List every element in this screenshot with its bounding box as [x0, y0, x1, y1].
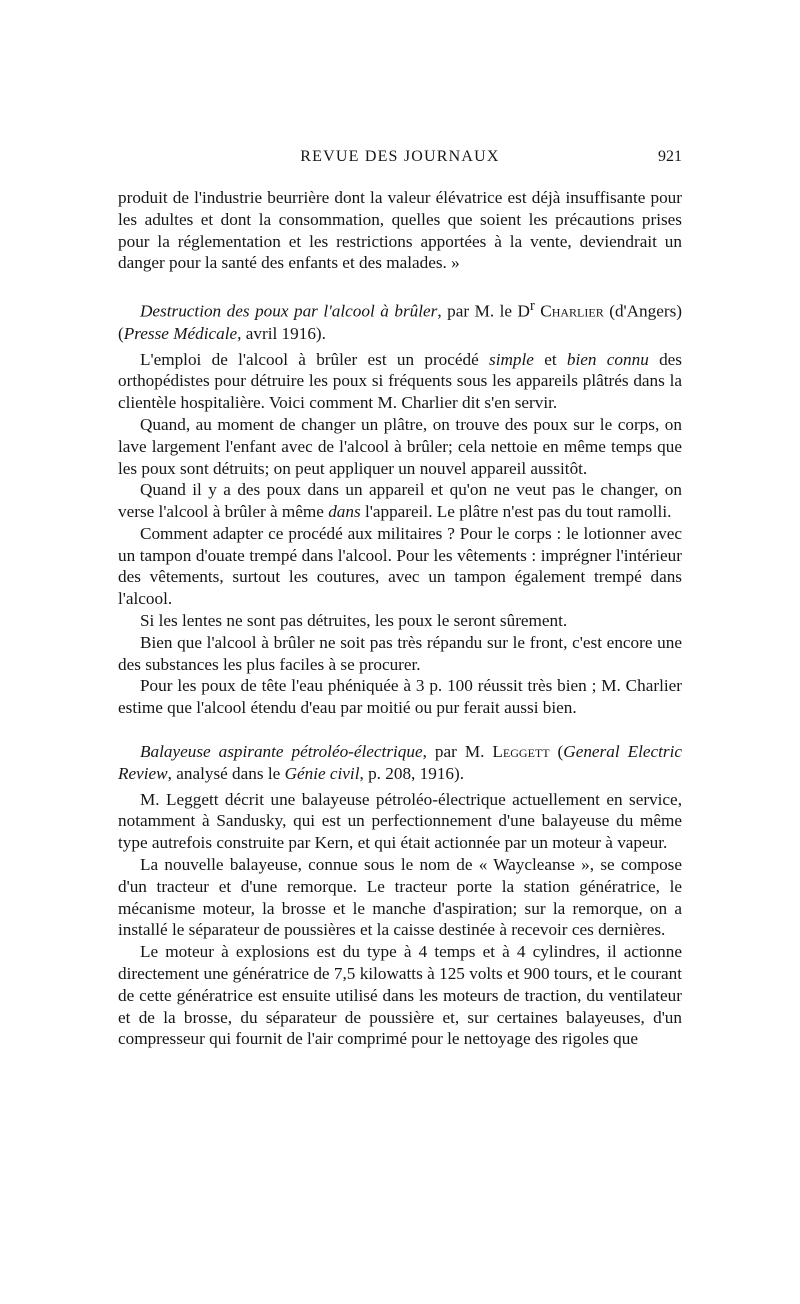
source-title: Presse Médicale	[123, 323, 238, 343]
article-heading-poux: Destruction des poux par l'alcool à brûler, par M. le $D^r$ Charlier (d'Angers) (Presse Médicale, avril 1916).	[118, 298, 682, 343]
paragraph: Si les lentes ne sont pas détruites, les poux le seront sûrement.	[140, 611, 568, 631]
page-header	[118, 148, 682, 174]
source-title: General Electric Review	[118, 742, 682, 783]
article-title: Destruction des poux par l'alcool à brûler	[140, 301, 438, 321]
intro-paragraph: produit de l'industrie beurrière dont la valeur élévatrice est déjà insuffisante pour les adultes et dont la consommation, quelles que soient les précautions prises pour la réglementation et les restrictions apportées à la vente, deviendrait un danger pour la santé des enfants et des malades. »	[118, 188, 682, 273]
section-gap	[118, 274, 682, 296]
author-name: Leggett	[492, 742, 550, 762]
author-name: Charlier	[540, 301, 604, 321]
paragraph: Quand il y a des poux dans un appareil et qu'on ne veut pas le changer, on verse l'alcool à brûler à même dans l'appareil. Le plâtre n'est pas du tout ramolli.	[118, 480, 682, 522]
section-gap	[118, 719, 682, 741]
article-heading-balayeuse: Balayeuse aspirante pétroléo-électrique, par M. Leggett (General Electric Review, analysé dans le Génie civil, p. 208, 1916).	[118, 742, 682, 783]
paragraph: La nouvelle balayeuse, connue sous le nom de « Waycleanse », se compose d'un tracteur et d'une remorque. Le tracteur porte la station génératrice, le mécanisme moteur, la brosse et le manche d'aspiration; sur la remorque, on a installé le séparateur de poussières et la caisse destinée à recevoir ces dernières.	[118, 855, 682, 940]
page-number: 921	[658, 148, 682, 165]
page-body	[118, 187, 682, 1050]
paragraph: Quand, au moment de changer un plâtre, on trouve des poux sur le corps, on lave largement l'enfant avec de l'alcool à brûler; cela nettoie en même temps que les poux sont détruits; on peut appliquer un nouvel appareil aussitôt.	[118, 414, 682, 478]
paragraph: Pour les poux de tête l'eau phéniquée à 3 p. 100 réussit très bien ; M. Charlier estime que l'alcool étendu d'eau par moitié ou pur ferait aussi bien.	[118, 676, 682, 718]
paragraph: Le moteur à explosions est du type à 4 temps et à 4 cylindres, il actionne directement une génératrice de 7,5 kilowatts à 125 volts et 900 tours, et le courant de cette génératrice est ensuite utilisé dans les moteurs de traction, du ventilateur et de la brosse, du séparateur de poussière et, sur certaines balayeuses, d'un compresseur qui fournit de l'air comprimé pour le nettoyage des rigoles que	[118, 942, 682, 1049]
paragraph: Comment adapter ce procédé aux militaires ? Pour le corps : le lotionner avec un tampon d'ouate trempé dans l'alcool. Pour les vêtements : imprégner l'intérieur des vêtements, surtout les coutures, avec un tampon également trempé dans l'alcool.	[118, 523, 682, 609]
article-title: Balayeuse aspirante pétroléo-électrique	[140, 742, 423, 762]
paragraph: M. Leggett décrit une balayeuse pétroléo-électrique actuellement en service, notamment à Sandusky, qui est un perfectionnement d'une balayeuse du même type autrefois construite par Kern, et qui était actionnée par un moteur à vapeur.	[118, 789, 682, 853]
paragraph: Bien que l'alcool à brûler ne soit pas très répandu sur le front, c'est encore une des substances les plus faciles à se procurer.	[118, 632, 682, 674]
paragraph: L'emploi de l'alcool à brûler est un procédé simple et bien connu des orthopédistes pour détruire les poux si fréquents sous les appareils plâtrés dans la clientèle hospitalière. Voici comment M. Charlier dit s'en servir.	[118, 349, 682, 413]
running-title: REVUE DES JOURNAUX	[300, 148, 500, 165]
source-title: Génie civil	[284, 763, 360, 783]
